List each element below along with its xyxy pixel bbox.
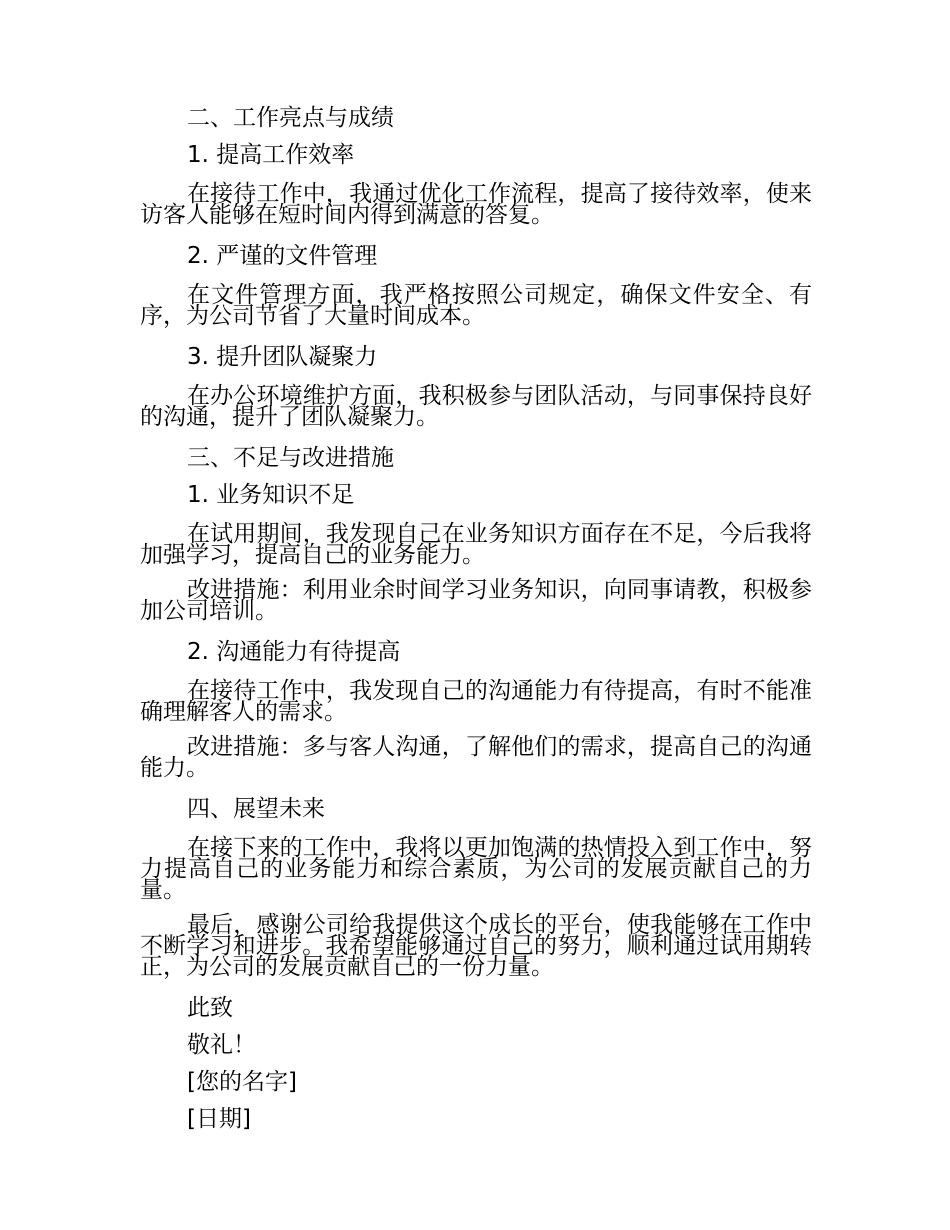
paragraph-improvement-communication: 改进措施：多与客人沟通，了解他们的需求，提高自己的沟通能力。 [140, 734, 812, 781]
subheading-team-cohesion: 3. 提升团队凝聚力 [187, 344, 378, 370]
subheading-file-management: 2. 严谨的文件管理 [187, 243, 378, 269]
section-heading-highlights: 二、工作亮点与成绩 [187, 105, 394, 131]
subheading-efficiency: 1. 提高工作效率 [187, 142, 355, 168]
paragraph-business-knowledge: 在试用期间，我发现自己在业务知识方面存在不足，今后我将加强学习，提高自己的业务能力。 [140, 521, 812, 568]
signature-date: [日期] [187, 1106, 251, 1132]
paragraph-outlook: 在接下来的工作中，我将以更加饱满的热情投入到工作中，努力提高自己的业务能力和综合素质，为公司的发展贡献自己的力量。 [140, 835, 812, 903]
paragraph-communication: 在接待工作中，我发现自己的沟通能力有待提高，有时不能准确理解客人的需求。 [140, 678, 812, 725]
section-heading-outlook: 四、展望未来 [187, 796, 325, 822]
closing-regards: 敬礼！ [187, 1032, 256, 1058]
subheading-communication: 2. 沟通能力有待提高 [187, 639, 401, 665]
paragraph-efficiency: 在接待工作中，我通过优化工作流程，提高了接待效率，使来访客人能够在短时间内得到满意的答复。 [140, 181, 812, 228]
paragraph-closing: 最后，感谢公司给我提供这个成长的平台，使我能够在工作中不断学习和进步。我希望能够通过自己的努力，顺利通过试用期转正，为公司的发展贡献自己的一份力量。 [140, 912, 812, 980]
paragraph-team-cohesion: 在办公环境维护方面，我积极参与团队活动，与同事保持良好的沟通，提升了团队凝聚力。 [140, 383, 812, 430]
paragraph-improvement-knowledge: 改进措施：利用业余时间学习业务知识，向同事请教，积极参加公司培训。 [140, 577, 812, 624]
paragraph-file-management: 在文件管理方面，我严格按照公司规定，确保文件安全、有序，为公司节省了大量时间成本。 [140, 282, 812, 329]
closing-salutation: 此致 [187, 995, 233, 1021]
document-page [140, 100, 812, 1138]
subheading-business-knowledge: 1. 业务知识不足 [187, 482, 355, 508]
signature-name: [您的名字] [187, 1069, 297, 1095]
section-heading-shortcomings: 三、不足与改进措施 [187, 445, 394, 471]
